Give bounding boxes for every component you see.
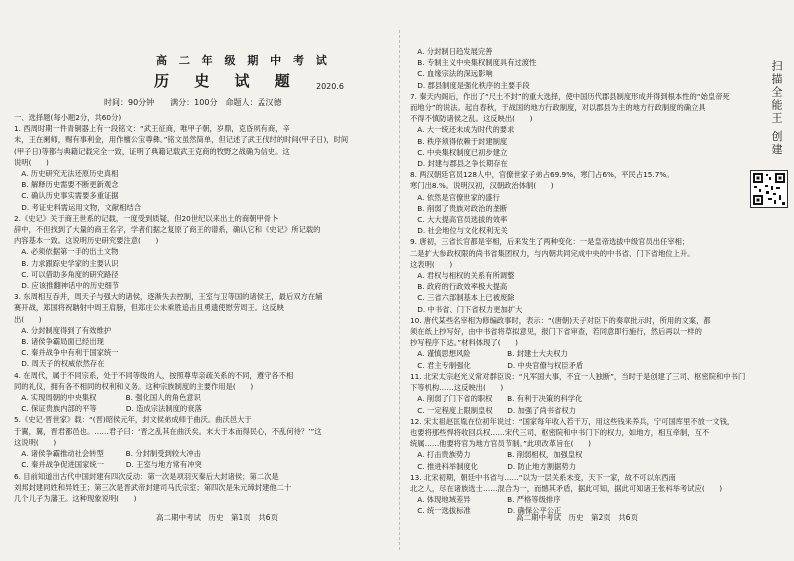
question-line: C. 确认历史事实需要多重证据	[14, 191, 119, 201]
question-line: D. 应该推翻神话中的历史细节	[14, 281, 120, 291]
footer-left: 高二期中考试 历史 第1页 共6页	[156, 513, 279, 522]
question-line: 说明( )	[14, 157, 49, 167]
question-line: 13. 北宋初期，朝廷中书省与……“以为一层关系未变，天下一家，故不可以东西南	[410, 472, 676, 482]
question-line: A. 君权与相权的关系有所调整	[410, 271, 515, 281]
question-line: 一、选择题(每小题2分，共60分)	[14, 113, 122, 122]
question-line: 同的礼仪，拥有各不相同的权利和义务。这种宗族制度的主要作用是( )	[14, 381, 254, 391]
footer-right: 高二期中考试 历史 第2页 共6页	[516, 513, 639, 522]
question-line: C. 中央集权制度已初步建立	[410, 147, 508, 157]
question-line: 也要将那些悍将收回兵权……宋代三司、枢密院和中书门下的权力，如地方，相互牵制，互不	[410, 427, 710, 437]
question-line: 内容基本一致。这说明历史研究要注意( )	[14, 236, 159, 246]
question-line: C. 大大提高官员选拔的效率	[410, 215, 508, 225]
question-line: B. 专制主义中央集权制度具有过渡性	[410, 58, 537, 68]
question-line: A. 谨慎思想风险 B. 封建士大夫权力	[410, 349, 568, 359]
question-line: 几个儿子为藩王。这种现象说明( )	[14, 493, 137, 503]
question-line: A. 诸侯争霸推动社会转型 B. 分封制受到较大冲击	[14, 449, 201, 459]
question-line: C. 可以借助多角度的研究路径	[14, 269, 119, 279]
question-line: 3. 东周相互吞并，周天子与强大的诸侯，逐渐失去控制，王室与卫等国的诸侯王，最后双方在辅	[14, 292, 323, 302]
question-line: 1. 西周时期一件青铜器上有一段铭文：“武王征商，唯甲子朝，岁鼎，克昏夙有商，辛	[14, 124, 290, 134]
question-line: D. 郡县制度是强化秩序的主要手段	[410, 80, 530, 90]
question-line: 5.《史记·晋世家》载：“(晋)昭侯元年，封文侯弟成师于曲沃。曲沃邑大于	[14, 415, 252, 425]
column-divider	[399, 30, 400, 550]
question-line: C. 三省六部制基本上已被废除	[410, 293, 515, 303]
question-line: 须在纸上抄写好，由中书省将草拟意见，报门下省审查，若同意即行施行，然后再以一样的	[410, 327, 702, 337]
question-line: 8. 两汉朝廷官员128人中，官僚世家子弟占69.9%，寒门占6%，平民占15.7%。	[410, 170, 674, 180]
question-line: A. 历史研究无法还原历史真相	[14, 169, 119, 179]
question-line: A. 分封制日趋发展完善	[410, 47, 493, 56]
question-line: A. 依然是官僚世家的盛行	[410, 192, 500, 202]
question-line: A. 必须依据第一手的出土文物	[14, 247, 119, 257]
question-line: 辞中，不但找到了大量的商王名字，学者们据之复原了商王的谱系，确认它和《史记》所记载的	[14, 225, 321, 235]
question-line: D. 考证史料需运用文物，文献相结合	[14, 202, 142, 212]
question-line: 这表明( )	[410, 259, 453, 269]
right-questions	[410, 46, 750, 517]
question-line: C. 一定程度上限制皇权 D. 加强了尚书省权力	[410, 405, 576, 415]
question-line: 抄写程序下达。”材料体现了( )	[410, 338, 518, 348]
question-line: 10. 唐代某些名宰相为修编政事时，表示：“(唐朝)天子对臣下的奏章批示时，所用的文案，都	[410, 315, 711, 325]
right-column	[404, 0, 750, 561]
question-line: 9. 唐初，三省长官都是宰相，后来发生了两种变化：一是皇帝选拔中级官员出任宰相；	[410, 237, 690, 247]
question-line: 统属……他要将官为地方官员节制。”此项改革旨在( )	[410, 439, 591, 449]
question-line: A. 大一统还未成为时代的要求	[410, 125, 515, 135]
question-line: B. 诸侯争霸局面已经出现	[14, 337, 104, 347]
question-line: C. 君主专制强化 D. 中央官僚与权臣矛盾	[410, 360, 584, 370]
question-line: 12. 宋太祖赵匡胤在位初年说过：“国家每年收入若干万，用这些钱来养兵，宁可国库里不放一文钱，	[410, 416, 735, 426]
question-line: C. 推进科举制度化 D. 防止地方割据势力	[410, 461, 576, 471]
scanner-watermark: 扫描全能王 创建	[770, 60, 783, 157]
subject-title: 历 史 试 题	[154, 72, 300, 90]
question-line: 不得不慎防诸侯之乱。这反映出( )	[410, 114, 533, 124]
question-line: A. 体现地域差异 B. 严格等级排序	[410, 495, 561, 505]
question-line: 11. 北宋太宗赵光义常对群臣说：“凡军国大事，不宜一人独断”，当时于是创建了三司、枢密院和中书门	[410, 371, 746, 381]
question-line: C. 秦并战争中有利于国家统一	[14, 348, 119, 358]
question-line: C. 保证贵族内部的平等 D. 造成宗法制度的衰落	[14, 404, 202, 414]
question-line: B. 力求跟踪史学家的主要认识	[14, 258, 119, 268]
left-column	[6, 0, 396, 561]
question-line: 出( )	[14, 314, 42, 324]
question-line: 7. 秦天内阁后，作出了“尺土不封”的重大选择，使中国历代郡县制度形成并得到根本性的“始皇帝死	[410, 91, 730, 101]
question-line: 4. 在周代，属于不同宗系，处于不同等级的人，按照尊卑亲疏关系的不同，遵守各不相	[14, 370, 294, 380]
question-line: B. 削弱了贵族对政治的垄断	[410, 203, 508, 213]
question-line: (甲子日)等都与典籍记载完全一致，证明了典籍记载武王克商的牧野之战确为信史。这	[14, 146, 290, 156]
question-line: 而地分”的说法。起自春秋，于战国的地方行政制度，对以郡县为主的地方行政制度的确立具	[410, 103, 706, 113]
question-line: A. 分封制度得到了有效维护	[14, 325, 112, 335]
qr-code-icon	[750, 170, 788, 208]
left-questions	[14, 112, 396, 504]
question-line: C. 秦并战争促进国家统一 D. 王室与地方常有冲突	[14, 460, 202, 470]
question-line: 二是扩大参政权限的尚书省集团权力，与内朝共同完成中央的中书省、门下省地位上升。	[410, 248, 695, 258]
question-line: C. 统一选拔标准 D. 确保公平公正	[410, 506, 562, 516]
question-line: B. 解释历史需要不断更新观念	[14, 180, 119, 190]
question-line: A. 实现周朝的中央集权 B. 强化国人的角色意识	[14, 393, 201, 403]
question-line: B. 政府的行政效率极大提高	[410, 282, 508, 292]
question-line: 6. 目前知道出古代中国封建有四次反动：第一次是项羽灭秦后大封诸侯；第二次是	[14, 471, 279, 481]
question-line: D. 封建与郡县之争长期存在	[410, 159, 508, 169]
question-line: A. 削弱了门下省的职权 B. 有利于决策的科学化	[410, 394, 583, 404]
question-line: D. 周天子的权威依然存在	[14, 359, 105, 369]
exam-meta: 时间：90分钟 满分：100分 命题人：孟汉德	[104, 98, 282, 107]
question-line: D. 社会地位与文化权利无关	[410, 226, 508, 236]
exam-title: 高 二 年 级 期 中 考 试	[156, 54, 331, 67]
question-line: 未，王在阑师，赐有事利金，用作檀公宝尊彝。”铭文虽然简单，但记述了武王伐纣的时间(甲子日)，时间	[14, 135, 349, 145]
question-line: A. 打击贵族势力 B. 削弱相权，加强皇权	[410, 450, 583, 460]
question-line: 2.《史记》关于商王世系的记载，一度受到质疑，但20世纪以来出土的商朝甲骨卜	[14, 213, 279, 223]
question-line: B. 秩序须得依赖于封建制度	[410, 136, 508, 146]
exam-date: 2020.6	[316, 82, 344, 91]
question-line: 赛开战，郑国将祝聃射中周王肩膀，但郑庄公未乘胜追击且勇遗使慰劳周王。这反映	[14, 303, 284, 313]
question-line: 下等机构……这反映出( )	[410, 383, 504, 393]
question-line: 于翼，翼，晋君都邑也。……君子曰：‘晋之乱其在曲沃矣。末大于本而得民心，不乱何待？’”这	[14, 426, 322, 436]
question-line: 北之人，尽在诸族选士……混合为一，而憾其矛盾，据此可知，据此可知诸王张科举考试应( )	[410, 483, 723, 493]
question-line: D. 中书省、门下省权力更加扩大	[410, 304, 523, 314]
question-line: C. 血缘宗法的深远影响	[410, 69, 493, 79]
question-line: 刘邦封建同姓和异姓王；第三次是晋武帝封建司马氏宗室；第四次是朱元璋封建他二十	[14, 482, 292, 492]
question-line: 寒门出8.%。说明汉初，汉朝政治体制( )	[410, 181, 554, 191]
question-line: 这说明( )	[14, 437, 57, 447]
